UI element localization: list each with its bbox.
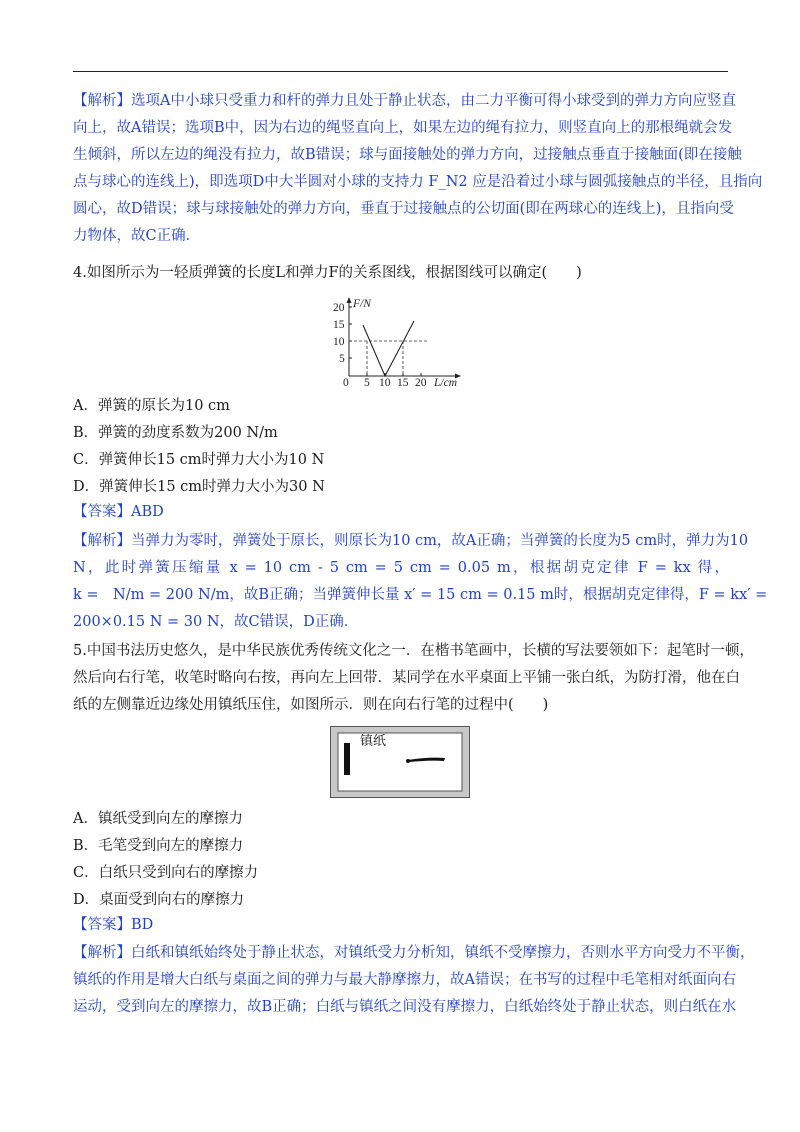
x-axis-label: L/cm <box>434 377 457 389</box>
question-stem-line: 纸的左侧靠近边缘处用镇纸压住，如图所示．则在向右行笔的过程中( ) <box>73 697 549 713</box>
y-axis-arrow <box>347 297 352 303</box>
question-stem: 4.如图所示为一轻质弹簧的长度L和弹力F的关系图线，根据图线可以确定( ) <box>73 265 582 281</box>
q4-options <box>73 393 729 501</box>
q5-answer <box>73 912 729 939</box>
question-stem-line: 然后向右行笔，收笔时略向右按，再向左上回带．某同学在水平桌面上平铺一张白纸，为防打滑，他在白 <box>73 670 740 686</box>
paperweight-label: 镇纸 <box>360 734 387 749</box>
q3-analysis <box>73 88 763 250</box>
y-tick: 10 <box>333 336 345 348</box>
white-paper <box>338 733 462 791</box>
option-c: C．弹簧伸长15 cm时弹力大小为10 N <box>73 452 325 468</box>
y-axis-label: F/N <box>353 298 371 310</box>
analysis-line: 【解析】白纸和镇纸始终处于静止状态，对镇纸受力分析知，镇纸不受摩擦力，否则水平方向受力不平衡， <box>73 945 755 961</box>
spring-force-graph <box>330 296 470 390</box>
option-b: B．弹簧的劲度系数为200 N/m <box>73 425 278 441</box>
analysis-line: 生倾斜，所以左边的绳没有拉力，故B错误；球与面接触处的弹力方向，过接触点垂直于接触面(即在接触 <box>73 147 742 163</box>
force-line <box>363 321 414 376</box>
q5-analysis <box>73 940 755 1021</box>
x-tick: 20 <box>415 377 427 389</box>
analysis-line: 向上，故A错误；选项B中，因为右边的绳竖直向上，如果左边的绳有拉力，则竖直向上的那根绳就会发 <box>73 120 733 136</box>
analysis-line: 【解析】当弹力为零时，弹簧处于原长，则原长为10 cm，故A正确；当弹簧的长度为5 cm时，弹力为10 <box>73 533 749 549</box>
q5-stem <box>73 638 754 719</box>
option-a: A．弹簧的原长为10 cm <box>73 398 230 414</box>
analysis-line: 【解析】选项A中小球只受重力和杆的弹力且处于静止状态，由二力平衡可得小球受到的弹力方向应竖直 <box>73 93 736 109</box>
q4-stem <box>73 260 729 287</box>
option-a: A．镇纸受到向左的摩擦力 <box>73 811 243 827</box>
analysis-line: 200×0.15 N = 30 N，故C错误，D正确． <box>73 614 359 630</box>
analysis-line: 点与球心的连线上)，即选项D中大半圆对小球的支持力 F_N2 应是沿着过小球与圆弧接触点的半径，且指向 <box>73 174 763 190</box>
analysis-line: 镇纸的作用是增大白纸与桌面之间的弹力与最大静摩擦力，故A错误；在书写的过程中毛笔相对纸面向右 <box>73 972 736 988</box>
x-tick: 5 <box>364 377 370 389</box>
analysis-line: N，此时弹簧压缩量 x = 10 cm - 5 cm = 5 cm = 0.05 m，根据胡克定律 F = kx 得， <box>73 560 729 576</box>
analysis-line: k = N/m = 200 N/m，故B正确；当弹簧伸长量 x′ = 15 cm = 0.15 m时，根据胡克定律得，F = kx′ = <box>73 587 768 603</box>
y-tick: 20 <box>333 302 345 314</box>
option-d: D．桌面受到向右的摩擦力 <box>73 892 245 908</box>
analysis-line: 运动，受到向左的摩擦力，故B正确；白纸与镇纸之间没有摩擦力，白纸始终处于静止状态，则白纸在水 <box>73 999 737 1015</box>
header-rule <box>73 71 728 72</box>
origin-label: 0 <box>343 377 349 389</box>
calligraphy-figure <box>330 726 470 798</box>
q4-answer <box>73 499 729 526</box>
option-b: B．毛笔受到向左的摩擦力 <box>73 838 244 854</box>
option-c: C．白纸只受到向右的摩擦力 <box>73 865 259 881</box>
x-tick: 15 <box>397 377 409 389</box>
analysis-line: 圆心，故D错误；球与球接触处的弹力方向，垂直于过接触点的公切面(即在两球心的连线上)，且指向受 <box>73 201 734 217</box>
q5-options <box>73 806 729 914</box>
answer-text: 【答案】ABD <box>73 504 164 520</box>
y-tick: 5 <box>339 353 345 365</box>
q4-analysis <box>73 528 768 636</box>
paperweight <box>344 743 350 775</box>
option-d: D．弹簧伸长15 cm时弹力大小为30 N <box>73 479 325 495</box>
y-tick: 15 <box>333 319 345 331</box>
answer-text: 【答案】BD <box>73 917 154 933</box>
analysis-line: 力物体，故C正确． <box>73 228 201 244</box>
x-tick: 10 <box>379 377 391 389</box>
question-stem-line: 5.中国书法历史悠久，是中华民族优秀传统文化之一．在楷书笔画中，长横的写法要领如下：起笔时一顿， <box>73 643 754 659</box>
